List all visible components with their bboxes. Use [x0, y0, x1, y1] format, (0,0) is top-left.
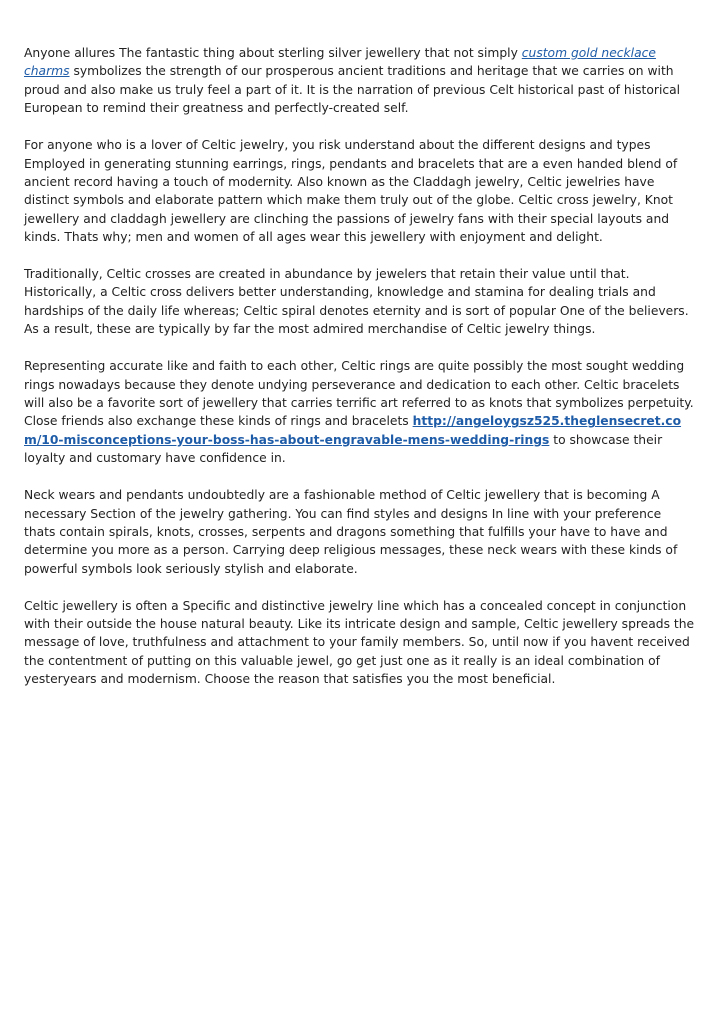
paragraph-1-text-end: symbolizes the strength of our prosperous ancient traditions and heritage that we carries on with proud and also make us truly feel a part of it. It is the narration of previous Celt historical past of historical European to remind their greatness and perfectly-created self.	[24, 64, 681, 116]
paragraph-1	[24, 44, 696, 118]
paragraph-5: Neck wears and pendants undoubtedly are a fashionable method of Celtic jewellery that is becoming A necessary Section of the jewelry gathering. You can find styles and designs In line with your preference thats contain spirals, knots, crosses, serpents and dragons something that fulfills your have to have and determine you more as a person. Carrying deep religious messages, these neck wears with these kinds of powerful symbols look seriously stylish and elaborate.	[24, 488, 678, 576]
paragraph-6: Celtic jewellery is often a Specific and distinctive jewelry line which has a concealed concept in conjunction with their outside the house natural beauty. Like its intricate design and sample, Celtic jewellery spreads the message of love, truthfulness and attachment to your family members. So, until now if you havent received the contentment of putting on this valuable jewel, go get just one as it really is an ideal combination of yesteryears and modernism. Choose the reason that satisfies you the most beneficial.	[24, 598, 695, 687]
paragraph-4	[24, 357, 696, 467]
engravable-mens-wedding-rings-link[interactable]: http://angeloygsz525.theglensecret.com/10-misconceptions-your-boss-has-about-engravable-mens-wedding-rings	[24, 414, 682, 447]
paragraph-2: For anyone who is a lover of Celtic jewelry, you risk understand about the different designs and types Employed in generating stunning earrings, rings, pendants and bracelets that are a even handed blend of ancient record having a touch of modernity. Also known as the Claddagh jewelry, Celtic jewelries have distinct symbols and elaborate pattern which make them truly out of the globe. Celtic cross jewelry, Knot jewellery and claddagh jewellery are clinching the passions of jewelry fans with their special layouts and kinds. Thats why; men and women of all ages wear this jewellery with enjoyment and delight.	[24, 138, 678, 245]
custom-gold-necklace-charms-link[interactable]: custom gold necklace charms	[24, 46, 656, 79]
paragraph-1-text-start: Anyone allures The fantastic thing about sterling silver jewellery that not simply	[24, 46, 522, 60]
paragraph-3: Traditionally, Celtic crosses are created in abundance by jewelers that retain their value until that. Historically, a Celtic cross delivers better understanding, knowledge and stamina for dealing trials and hardships of the daily life whereas; Celtic spiral denotes eternity and is sort of popular One of the believers. As a result, these are typically by far the most admired merchandise of Celtic jewelry things.	[24, 267, 689, 337]
article-body	[24, 44, 696, 707]
paragraph-4-text-start: Representing accurate like and faith to each other, Celtic rings are quite possibly the most sought wedding rings nowadays because they denote undying perseverance and dedication to each other. Celtic bracelets will also be a favorite sort of jewellery that carries terrific art referred to as knots that symbolizes perpetuity. Close friends also exchange these kinds of rings and bracelets	[24, 359, 694, 429]
paragraph-4-text-end: to showcase their loyalty and customary have confidence in.	[24, 432, 663, 466]
